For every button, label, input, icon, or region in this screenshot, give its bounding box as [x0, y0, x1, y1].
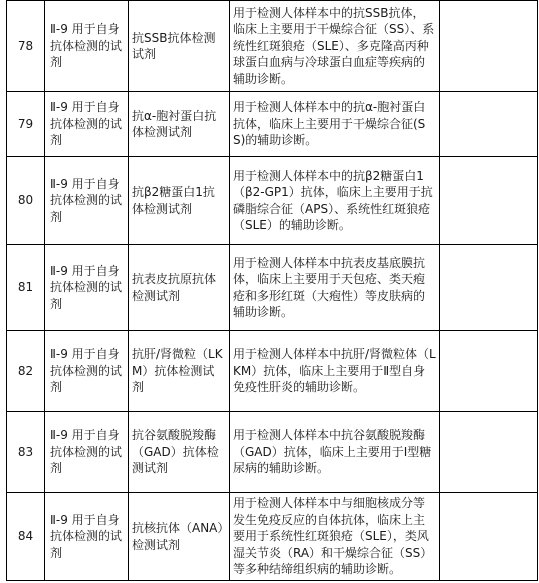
description-cell: 用于检测人体样本中抗肝/肾微粒体（LKM）抗体，临床上主要用于Ⅱ型自身免疫性肝炎的辅助诊断。	[230, 331, 440, 412]
extra-cell	[440, 1, 538, 92]
category-cell: Ⅱ-9 用于自身抗体检测的试剂	[45, 412, 129, 493]
reagent-name-cell: 抗谷氨酸脱羧酶（GAD）抗体检测试剂	[129, 412, 230, 493]
extra-cell	[440, 92, 538, 157]
description-cell: 用于检测人体样本中的抗α-胞衬蛋白抗体，临床上主要用于干燥综合征(SS)的辅助诊断。	[230, 92, 440, 157]
reagent-name-cell: 抗肝/肾微粒（LKM）抗体检测试剂	[129, 331, 230, 412]
extra-cell	[440, 157, 538, 245]
row-number: 82	[7, 331, 45, 412]
extra-cell	[440, 245, 538, 331]
table-row	[7, 412, 538, 493]
row-number: 83	[7, 412, 45, 493]
table-row	[7, 1, 538, 92]
category-cell: Ⅱ-9 用于自身抗体检测的试剂	[45, 1, 129, 92]
table-row	[7, 92, 538, 157]
description-cell: 用于检测人体样本中抗谷氨酸脱羧酶（GAD）抗体，临床上主要用于Ⅰ型糖尿病的辅助诊断。	[230, 412, 440, 493]
table-row	[7, 331, 538, 412]
row-number: 79	[7, 92, 45, 157]
row-number: 78	[7, 1, 45, 92]
reagent-name-cell: 抗α-胞衬蛋白抗体检测试剂	[129, 92, 230, 157]
description-cell: 用于检测人体样本中抗表皮基底膜抗体，临床上主要用于天包疮、类天疱疮和多形红斑（大疱性）等皮肤病的辅助诊断。	[230, 245, 440, 331]
table-row	[7, 245, 538, 331]
reagent-name-cell: 抗β2糖蛋白1抗体检测试剂	[129, 157, 230, 245]
extra-cell	[440, 331, 538, 412]
description-cell: 用于检测人体样本中的抗β2糖蛋白1（β2-GP1）抗体，临床上主要用于抗磷脂综合征（APS）、系统性红斑狼疮（SLE）的辅助诊断。	[230, 157, 440, 245]
description-cell: 用于检测人体样本中与细胞核成分等发生免疫反应的自体抗体，临床上主要用于系统性红斑狼疮（SLE），类风湿关节炎（RA）和干燥综合征（SS）等多种结缔组织病的辅助诊断。	[230, 493, 440, 581]
category-cell: Ⅱ-9 用于自身抗体检测的试剂	[45, 245, 129, 331]
row-number: 84	[7, 493, 45, 581]
reagent-name-cell: 抗SSB抗体检测试剂	[129, 1, 230, 92]
table-row	[7, 493, 538, 581]
category-cell: Ⅱ-9 用于自身抗体检测的试剂	[45, 157, 129, 245]
category-cell: Ⅱ-9 用于自身抗体检测的试剂	[45, 493, 129, 581]
description-cell: 用于检测人体样本中的抗SSB抗体，临床上主要用于干燥综合征（SS）、系统性红斑狼疮（SLE）、多克隆高丙种球蛋白血病与冷球蛋白血症等疾病的辅助诊断。	[230, 1, 440, 92]
reagent-name-cell: 抗核抗体（ANA）检测试剂	[129, 493, 230, 581]
reagent-name-cell: 抗表皮抗原抗体检测试剂	[129, 245, 230, 331]
category-cell: Ⅱ-9 用于自身抗体检测的试剂	[45, 92, 129, 157]
row-number: 80	[7, 157, 45, 245]
extra-cell	[440, 493, 538, 581]
category-cell: Ⅱ-9 用于自身抗体检测的试剂	[45, 331, 129, 412]
extra-cell	[440, 412, 538, 493]
row-number: 81	[7, 245, 45, 331]
table-row	[7, 157, 538, 245]
reagent-table	[6, 0, 538, 581]
